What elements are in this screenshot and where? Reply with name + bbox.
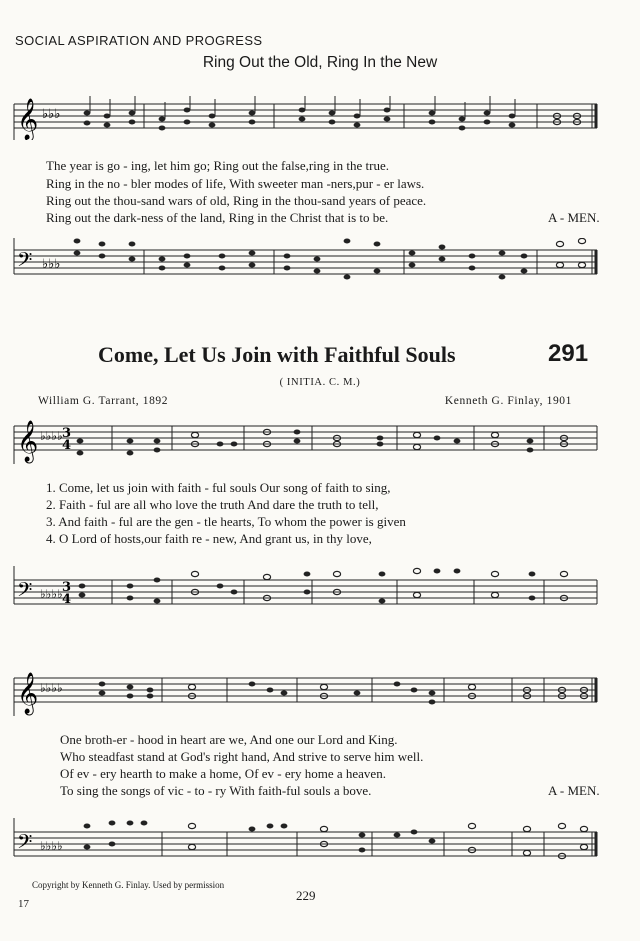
svg-text:3: 3 bbox=[62, 580, 72, 595]
copyright-notice: Copyright by Kenneth G. Finlay. Used by permission bbox=[32, 880, 225, 890]
hymn-2-verse-2-line-1: 2. Faith - ful are all who love the truth And dare the truth to tell, bbox=[46, 497, 379, 512]
hymn-2-verse-2-line-2: Who steadfast stand at God's right hand, And strive to serve him well. bbox=[60, 749, 424, 764]
svg-text:𝄢: 𝄢 bbox=[17, 248, 33, 276]
svg-text:𝄢: 𝄢 bbox=[17, 830, 33, 858]
svg-text:4: 4 bbox=[62, 592, 72, 607]
hymn-number: 291 bbox=[548, 340, 589, 367]
hymn-2-verse-1-line-1: 1. Come, let us join with faith - ful souls Our song of faith to sing, bbox=[46, 480, 391, 495]
hymn-2-verse-4-line-2: To sing the songs of vic - to - ry With faith-ful souls a bove. bbox=[60, 783, 372, 798]
svg-text:♭♭♭: ♭♭♭ bbox=[42, 257, 61, 272]
hymn-1-bass-staff bbox=[12, 238, 600, 294]
svg-text:3: 3 bbox=[62, 426, 72, 441]
hymn-2-title: Come, Let Us Join with Faithful Souls bbox=[98, 342, 456, 367]
tune-name: ( INITIA. C. M.) bbox=[279, 377, 361, 388]
hymn-2-verse-3-line-1: 3. And faith - ful are the gen - tle hearts, To whom the power is given bbox=[46, 514, 406, 529]
hymn-1-verse-1: The year is go - ing, let him go; Ring out the false,ring in the true. bbox=[46, 158, 389, 173]
hymn-2-bass-staff-1 bbox=[12, 566, 600, 622]
hymn-2-treble-staff-2 bbox=[12, 670, 600, 716]
hymn-1-title: Ring Out the Old, Ring In the New bbox=[202, 54, 438, 71]
signature-mark: 17 bbox=[18, 898, 29, 910]
svg-text:4: 4 bbox=[62, 438, 72, 453]
svg-text:♭♭♭♭: ♭♭♭♭ bbox=[40, 839, 63, 853]
svg-text:♭♭♭: ♭♭♭ bbox=[42, 107, 61, 122]
hymn-2-amen: A - MEN. bbox=[548, 783, 600, 798]
svg-text:𝄞: 𝄞 bbox=[17, 673, 39, 714]
svg-text:♭♭♭♭: ♭♭♭♭ bbox=[40, 587, 63, 601]
author-credit: William G. Tarrant, 1892 bbox=[38, 395, 169, 407]
svg-text:♭♭♭♭: ♭♭♭♭ bbox=[40, 429, 63, 443]
page-number: 229 bbox=[296, 888, 316, 903]
hymn-1-verse-3: Ring out the thou-sand wars of old, Ring in the thou-sand years of peace. bbox=[46, 193, 427, 208]
hymn-2-verse-4-line-1: 4. O Lord of hosts,our faith re - new, And grant us, in thy love, bbox=[46, 531, 372, 546]
section-heading: SOCIAL ASPIRATION AND PROGRESS bbox=[15, 33, 263, 48]
svg-text:𝄞: 𝄞 bbox=[17, 421, 39, 462]
hymn-1-amen: A - MEN. bbox=[548, 210, 600, 225]
svg-text:♭♭♭♭: ♭♭♭♭ bbox=[40, 681, 63, 695]
hymn-2-bass-staff-2 bbox=[12, 818, 600, 874]
hymn-1-verse-2: Ring in the no - bler modes of life, With sweeter man -ners,pur - er laws. bbox=[46, 176, 425, 191]
hymn-2-verse-1-line-2: One broth-er - hood in heart are we, And one our Lord and King. bbox=[60, 732, 398, 747]
composer-credit: Kenneth G. Finlay, 1901 bbox=[444, 395, 572, 407]
hymn-1-verse-4: Ring out the dark-ness of the land, Ring in the Christ that is to be. bbox=[46, 210, 389, 225]
hymn-1-treble-staff bbox=[12, 96, 600, 140]
svg-text:𝄢: 𝄢 bbox=[17, 578, 33, 606]
svg-text:𝄞: 𝄞 bbox=[17, 99, 39, 140]
hymn-2-treble-staff-1 bbox=[12, 418, 600, 464]
hymn-2-verse-3-line-2: Of ev - ery hearth to make a home, Of ev - ery home a heaven. bbox=[60, 766, 386, 781]
